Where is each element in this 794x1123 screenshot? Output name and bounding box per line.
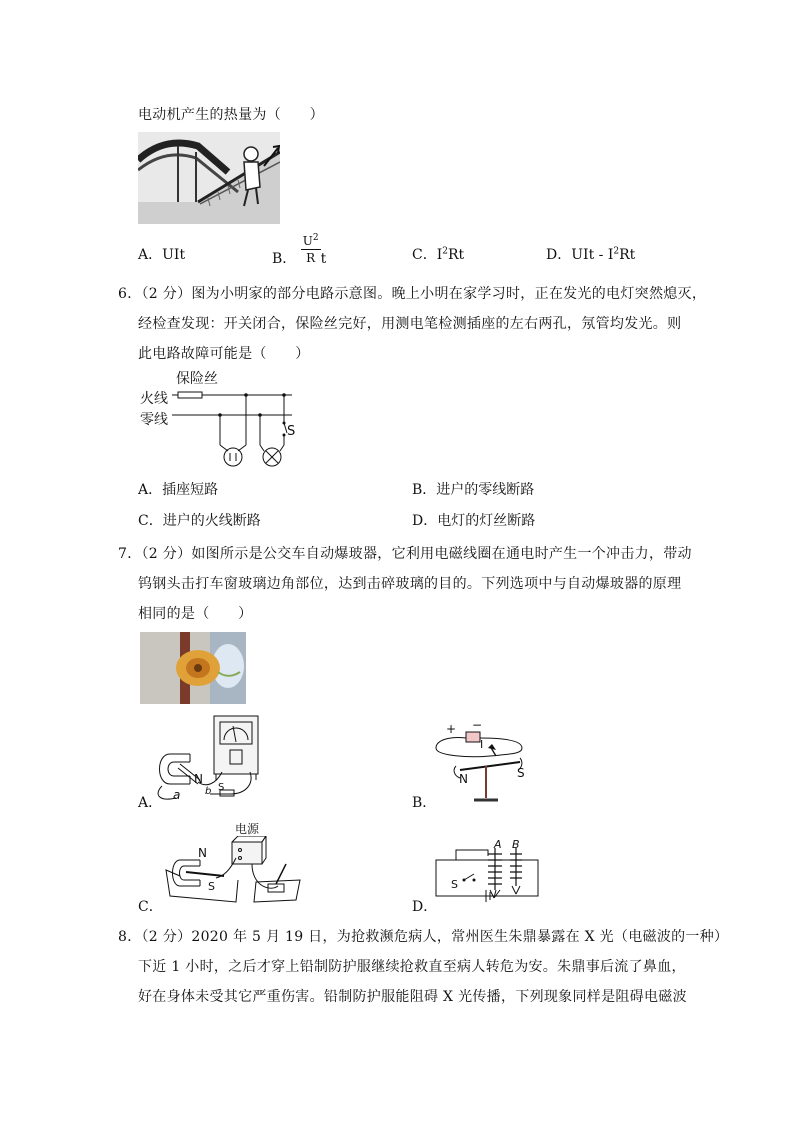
q7-option-a[interactable]: A． xyxy=(138,795,163,811)
fig-d-b: B xyxy=(512,838,520,851)
q6-circuit-diagram xyxy=(170,385,300,470)
fig-a-s: S xyxy=(218,782,225,793)
fig-a-n: N xyxy=(194,772,203,786)
neutral-wire-label: 零线 xyxy=(140,412,168,428)
q6-stem-line2: 经检查发现：开关闭合，保险丝完好，用测电笔检测插座的左右两孔，氖管均发光。则 xyxy=(138,316,682,332)
q7-figure-c-motor-setup xyxy=(160,836,304,908)
q6-option-a[interactable]: A．插座短路 xyxy=(138,482,219,498)
q5-option-c[interactable]: C．$I^2Rt$ xyxy=(412,246,465,263)
q7-figure-d-electromagnet-circuit xyxy=(434,846,544,902)
fig-a-b: b xyxy=(205,786,212,797)
q8-stem-line2: 下近 1 小时，之后才穿上铅制防护服继续抢救直至病人转危为安。朱鼎事后流了鼻血， xyxy=(138,959,686,975)
live-wire-label: 火线 xyxy=(140,391,168,407)
q7-option-c[interactable]: C． xyxy=(138,899,163,915)
q8-stem-line1: 8．（2 分）2020 年 5 月 19 日，为抢救濒危病人，常州医生朱鼎暴露在 X 光（电磁波的一种） xyxy=(118,929,729,945)
fig-d-a: A xyxy=(494,838,502,851)
q6-stem-line3: 此电路故障可能是（ ） xyxy=(138,346,310,362)
q8-stem-line3: 好在身体未受其它严重伤害。铅制防护服能阻碍 X 光传播，下列现象同样是阻碍电磁波 xyxy=(138,989,687,1005)
q5-option-d[interactable]: D．UIt - $I^2Rt$ xyxy=(546,246,636,263)
q7-option-b[interactable]: B． xyxy=(412,795,437,811)
fig-d-s: S xyxy=(451,878,458,891)
q7-stem-line3: 相同的是（ ） xyxy=(138,606,253,622)
escalator-image xyxy=(138,132,280,224)
q7-option-d[interactable]: D． xyxy=(412,899,438,915)
q7-stem-line1: 7．（2 分）如图所示是公交车自动爆玻器，它利用电磁线圈在通电时产生一个冲击力，带动 xyxy=(118,546,692,562)
q6-stem-line1: 6．（2 分）图为小明家的部分电路示意图。晚上小明在家学习时，正在发光的电灯突然熄灭， xyxy=(118,286,707,302)
fraction-u2-over-r: $\frac{U^2}{R}$ xyxy=(302,233,319,265)
q6-option-d[interactable]: D．电灯的灯丝断路 xyxy=(412,513,536,529)
q5-option-a[interactable]: A．UIt xyxy=(138,247,186,263)
fig-c-n: N xyxy=(198,846,207,860)
q5-option-b[interactable]: B． $\frac{U^2}{R}$ t xyxy=(272,233,327,267)
q7-figure-b-oersted-experiment xyxy=(430,722,530,806)
window-breaker-photo xyxy=(140,632,246,704)
fig-b-plus: + xyxy=(446,722,457,736)
q6-option-c[interactable]: C．进户的火线断路 xyxy=(138,513,261,529)
fuse-label: 保险丝 xyxy=(176,371,218,387)
q7-stem-line2: 钨钢头击打车窗玻璃边角部位，达到击碎玻璃的目的。下列选项中与自动爆玻器的原理 xyxy=(138,576,682,592)
fig-b-i: I xyxy=(480,738,484,751)
fig-b-s: S xyxy=(517,766,525,780)
fig-a-a: a xyxy=(173,788,181,802)
switch-label: S xyxy=(287,424,296,439)
fig-c-s: S xyxy=(208,880,215,893)
q5-stem-tail: 电动机产生的热量为（ ） xyxy=(138,107,324,123)
fig-b-minus: − xyxy=(472,718,483,732)
fig-c-power-label: 电源 xyxy=(235,822,260,836)
q6-option-b[interactable]: B．进户的零线断路 xyxy=(412,482,535,498)
fig-b-n: N xyxy=(459,772,468,786)
